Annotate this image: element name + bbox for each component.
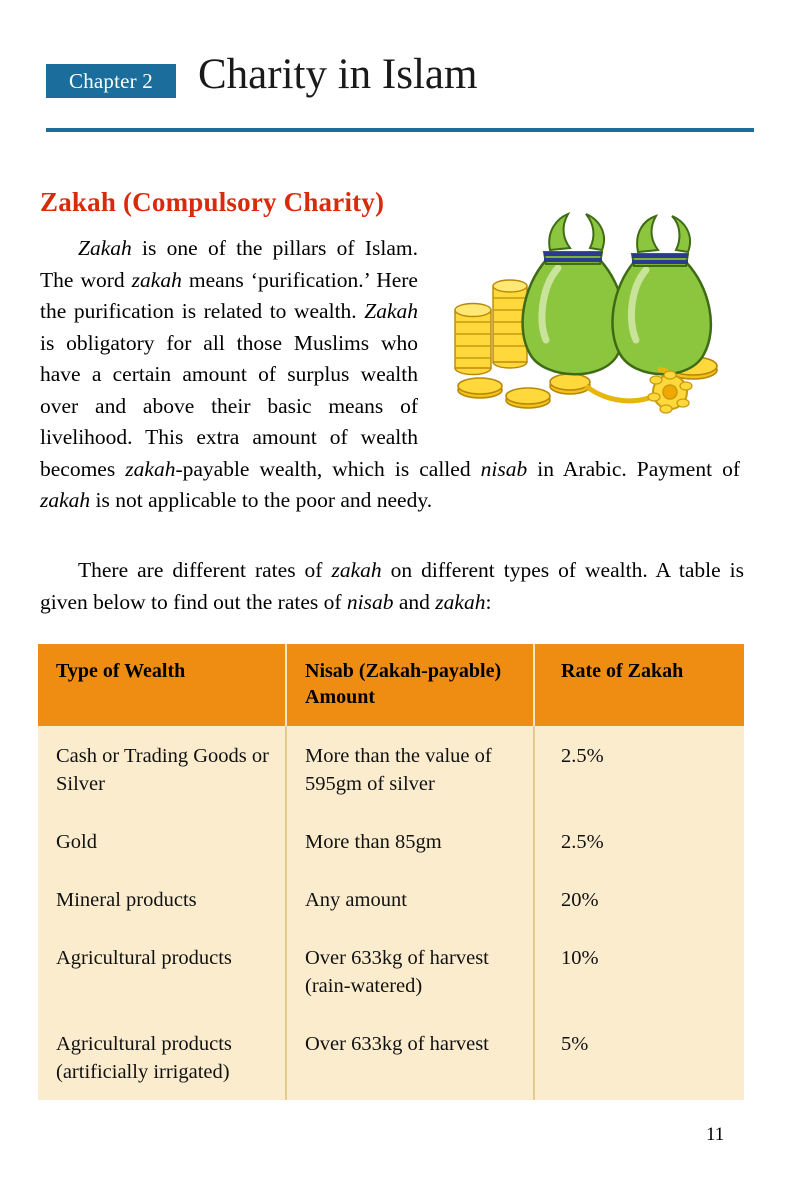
table-row bbox=[38, 812, 744, 870]
page-title: Charity in Islam bbox=[198, 51, 478, 98]
table-row bbox=[38, 928, 744, 1014]
table-header-type-of-wealth: Type of Wealth bbox=[38, 644, 286, 726]
text-run-5: in Arabic. Payment of bbox=[527, 456, 741, 481]
text-run-2: means ‘purification.’ Here the purification is related to wealth. bbox=[40, 267, 418, 323]
cell-nisab-amount: Over 633kg of harvest (rain-watered) bbox=[286, 928, 534, 1014]
text-run-9: and bbox=[393, 589, 436, 614]
text-em-zakah-2: zakah bbox=[131, 267, 182, 292]
text-em-nisab-1: nisab bbox=[480, 456, 528, 481]
cell-type-of-wealth: Agricultural products bbox=[38, 928, 286, 1014]
section-heading: Zakah (Compulsory Charity) bbox=[40, 187, 385, 217]
page-header bbox=[46, 51, 754, 140]
text-em-zakah-4: zakah bbox=[125, 456, 176, 481]
page-number: 11 bbox=[706, 1124, 725, 1145]
cell-type-of-wealth: Cash or Trading Goods or Silver bbox=[38, 726, 286, 812]
text-run-8: on different types of wealth. A table is given below to find out the rates of bbox=[40, 558, 744, 614]
text-em-zakah-6: zakah bbox=[331, 558, 382, 582]
cell-rate: 2.5% bbox=[534, 726, 744, 812]
text-run-7: There are different rates of bbox=[78, 558, 332, 582]
text-em-nisab-2: nisab bbox=[346, 589, 394, 614]
zakah-rates-table bbox=[38, 644, 744, 1100]
text-run-3: is obligatory for all those Muslims who have a certain amount of surplus wealth over and above their basic means of livelihood. This extra amount of wealth becomes bbox=[40, 330, 418, 481]
cell-nisab-amount: Over 633kg of harvest bbox=[286, 1014, 534, 1100]
text-em-zakah-3: Zakah bbox=[364, 299, 418, 323]
illustration-spacer bbox=[418, 233, 740, 451]
text-em-zakah-5: zakah bbox=[40, 488, 91, 512]
table-header-row bbox=[38, 644, 744, 726]
text-run-6: is not applicable to the poor and needy. bbox=[90, 488, 433, 512]
cell-type-of-wealth: Gold bbox=[38, 812, 286, 870]
cell-rate: 20% bbox=[534, 870, 744, 928]
cell-rate: 5% bbox=[534, 1014, 744, 1100]
cell-nisab-amount: More than 85gm bbox=[286, 812, 534, 870]
header-divider bbox=[46, 128, 754, 132]
cell-nisab-amount: More than the value of 595gm of silver bbox=[286, 726, 534, 812]
paragraph-zakah-rates bbox=[40, 555, 744, 618]
table-row bbox=[38, 726, 744, 812]
table-header-rate-of-zakah: Rate of Zakah bbox=[534, 644, 744, 726]
cell-type-of-wealth: Agricultural products (artificially irrigated) bbox=[38, 1014, 286, 1100]
text-run-1: is one of the pillars of Islam. The word bbox=[40, 236, 418, 292]
text-em-zakah-1: Zakah bbox=[78, 236, 132, 260]
cell-rate: 2.5% bbox=[534, 812, 744, 870]
paragraph-zakah-intro bbox=[40, 233, 740, 521]
text-run-4: -payable wealth, which is called bbox=[175, 456, 481, 481]
cell-rate: 10% bbox=[534, 928, 744, 1014]
table-row bbox=[38, 870, 744, 928]
table-header-nisab-amount: Nisab (Zakah-payable) Amount bbox=[286, 644, 534, 726]
text-em-zakah-7: zakah bbox=[435, 589, 486, 614]
table-row bbox=[38, 1014, 744, 1100]
text-run-10: : bbox=[485, 589, 492, 614]
cell-nisab-amount: Any amount bbox=[286, 870, 534, 928]
chapter-tag: Chapter 2 bbox=[46, 64, 176, 98]
cell-type-of-wealth: Mineral products bbox=[38, 870, 286, 928]
